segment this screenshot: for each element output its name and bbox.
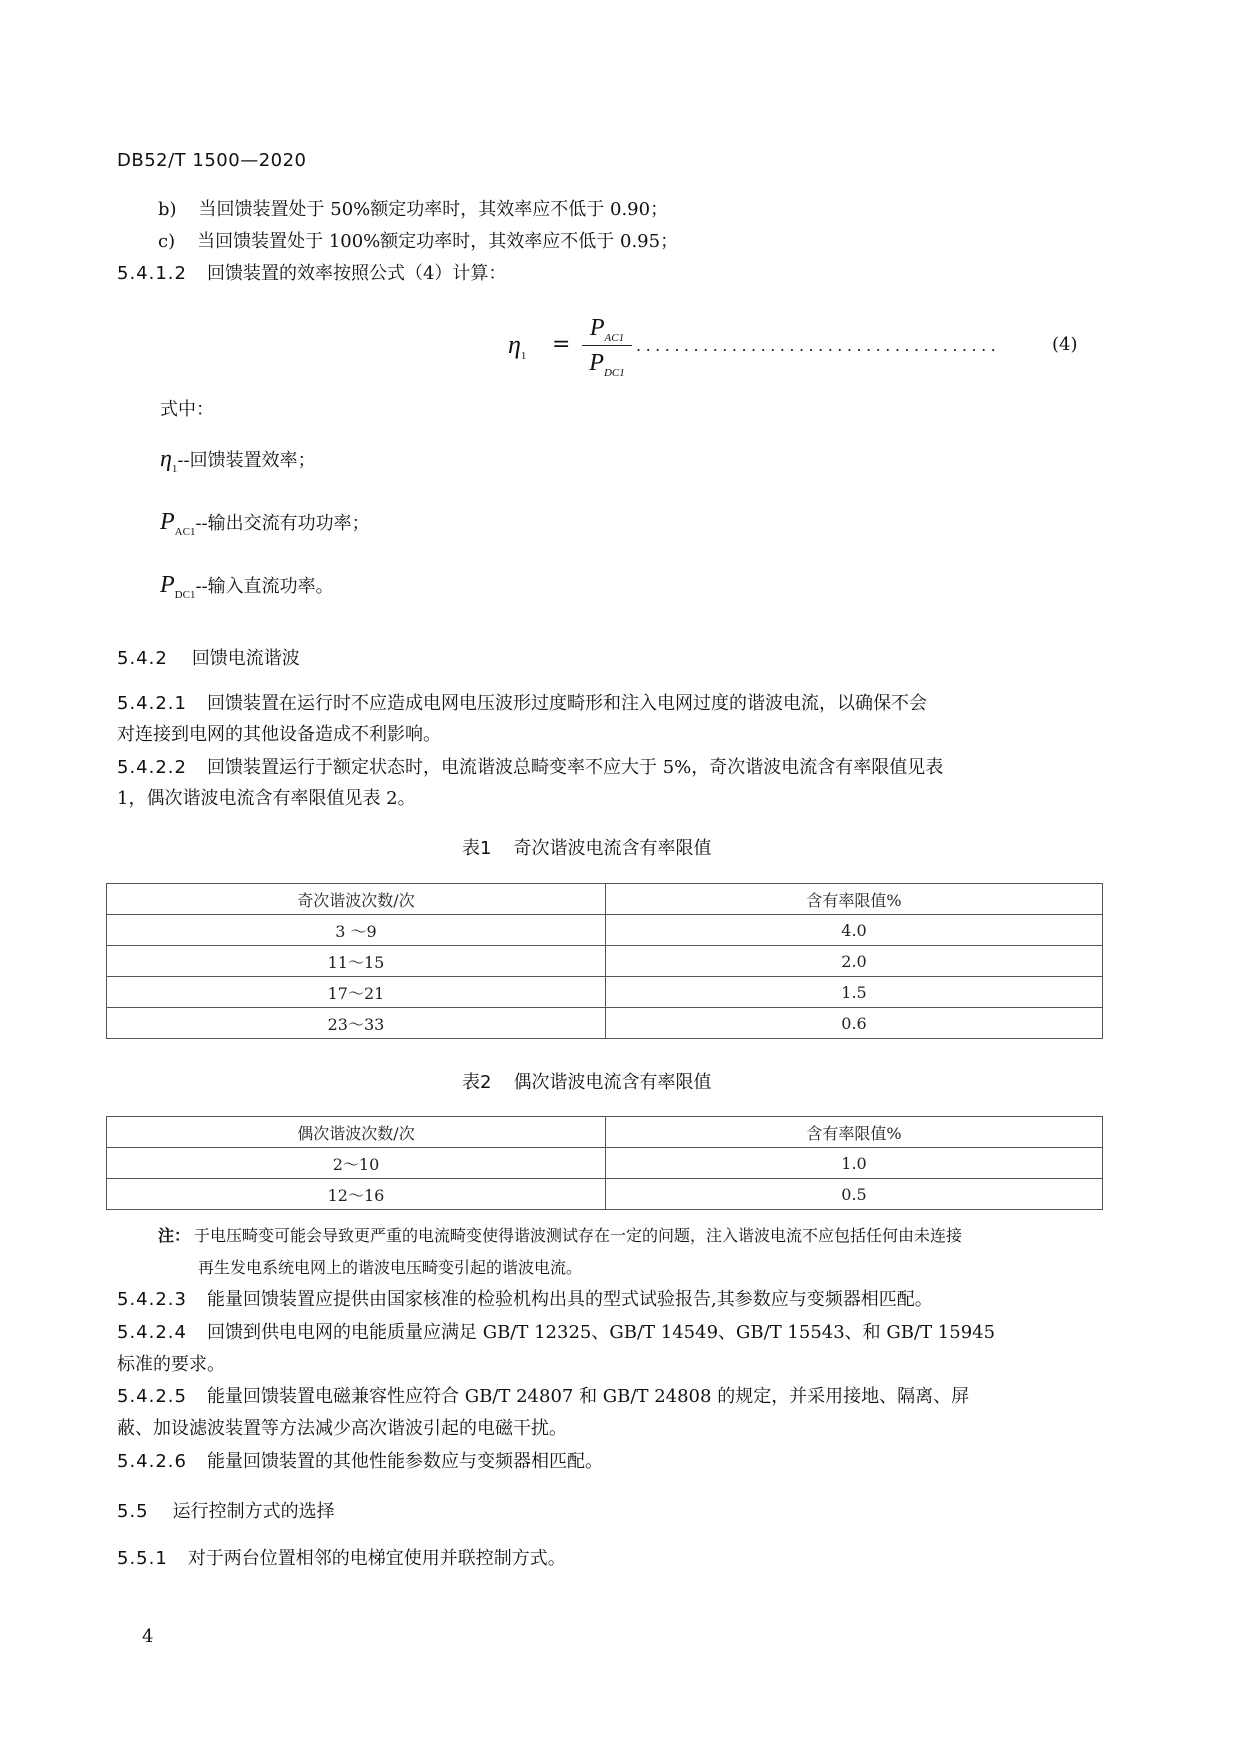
table-cell: 2～10 (107, 1148, 606, 1179)
page-number: 4 (142, 1626, 154, 1647)
efficiency-formula (508, 312, 1088, 382)
table-row (107, 977, 1103, 1008)
section-heading-5-5 (117, 1497, 335, 1523)
clause-text-line1: 回馈装置在运行时不应造成电网电压波形过度畸形和注入电网过度的谐波电流，以确保不会 (206, 693, 927, 714)
clause-number: 5.4.1.2 (117, 263, 187, 284)
clause-5-4-2-1-line2: 对连接到电网的其他设备造成不利影响。 (117, 724, 441, 745)
symbol: $\eta_1$ (160, 446, 178, 475)
clause-number: 5.4.2.6 (117, 1451, 187, 1472)
eta-subscript: 1 (520, 350, 527, 363)
fraction (582, 312, 632, 379)
clause-5-5-1 (117, 1547, 566, 1571)
table-odd-harmonics (106, 883, 1103, 1039)
equation-number: (4) (1052, 334, 1078, 355)
denominator: $P_{DC1}$ (589, 350, 625, 379)
table-header-row (107, 1117, 1103, 1148)
fraction-bar (582, 345, 632, 346)
clause-number: 5.4.2.3 (117, 1289, 187, 1310)
list-item-c (158, 230, 678, 254)
table-title: 偶次谐波电流含有率限值 (513, 1072, 712, 1093)
clause-number: 5.4.2.1 (117, 693, 187, 714)
table-cell: 0.5 (606, 1179, 1103, 1210)
clause-text: 能量回馈装置的其他性能参数应与变频器相匹配。 (206, 1451, 603, 1472)
formula-lhs (508, 330, 526, 362)
clause-text: 回馈装置的效率按照公式（4）计算： (206, 263, 507, 284)
column-header: 偶次谐波次数/次 (107, 1117, 606, 1148)
list-marker: b) (158, 199, 177, 220)
symbol-desc: --回馈装置效率； (177, 450, 316, 471)
clause-number: 5.4.2.4 (117, 1322, 187, 1343)
table-cell: 23～33 (107, 1008, 606, 1039)
clause-text: 能量回馈装置应提供由国家核准的检验机构出具的型式试验报告,其参数应与变频器相匹配。 (206, 1289, 933, 1310)
table2-caption (462, 1068, 711, 1094)
table-row (107, 1148, 1103, 1179)
table-even-harmonics (106, 1116, 1103, 1210)
where-item-pac1 (160, 510, 370, 544)
clause-5-4-2-5 (117, 1385, 969, 1409)
note-line1: 于电压畸变可能会导致更严重的电流畸变使得谐波测试存在一定的问题，注入谐波电流不应包括任何由未连接 (194, 1226, 963, 1245)
note-line2: 再生发电系统电网上的谐波电压畸变引起的谐波电流。 (198, 1258, 583, 1277)
table-cell: 3 ～9 (107, 915, 606, 946)
table-header-row (107, 884, 1103, 915)
section-heading-5-4-2 (117, 644, 300, 670)
table-cell: 0.6 (606, 1008, 1103, 1039)
clause-5-4-2-1 (117, 692, 927, 716)
where-item-pdc1 (160, 573, 334, 607)
section-title: 回馈电流谐波 (191, 648, 300, 669)
column-header: 含有率限值% (606, 1117, 1103, 1148)
table-cell: 4.0 (606, 915, 1103, 946)
clause-number: 5.4.2.2 (117, 757, 187, 778)
table-cell: 2.0 (606, 946, 1103, 977)
list-item-b (158, 198, 668, 222)
eta-symbol: η (508, 330, 521, 359)
clause-5-4-2-6 (117, 1450, 603, 1474)
table-row (107, 915, 1103, 946)
symbol: $P_{DC1}$ (160, 572, 196, 601)
clause-5-4-2-3 (117, 1288, 933, 1312)
clause-5-4-2-4-line2: 标准的要求。 (117, 1354, 225, 1375)
numerator: $P_{AC1}$ (589, 315, 625, 344)
clause-number: 5.5.1 (117, 1548, 168, 1569)
note-label: 注： (158, 1226, 191, 1245)
section-number: 5.4.2 (117, 648, 168, 669)
column-header: 含有率限值% (606, 884, 1103, 915)
clause-5-4-2-2 (117, 756, 943, 780)
list-text: 当回馈装置处于 50%额定功率时，其效率应不低于 0.90； (198, 199, 669, 220)
clause-text: 对于两台位置相邻的电梯宜使用并联控制方式。 (187, 1548, 566, 1569)
table-row (107, 946, 1103, 977)
clause-5-4-2-5-line2: 蔽、加设滤波装置等方法减少高次谐波引起的电磁干扰。 (117, 1418, 567, 1439)
table-cell: 17～21 (107, 977, 606, 1008)
table-title: 奇次谐波电流含有率限值 (513, 838, 712, 859)
table-cell: 1.5 (606, 977, 1103, 1008)
clause-5-4-1-2 (117, 262, 506, 286)
table-cell: 11～15 (107, 946, 606, 977)
list-text: 当回馈装置处于 100%额定功率时，其效率应不低于 0.95； (197, 231, 679, 252)
table-cell: 1.0 (606, 1148, 1103, 1179)
table-row (107, 1008, 1103, 1039)
where-item-eta (160, 447, 316, 481)
equals-sign: = (552, 332, 571, 357)
clause-5-4-2-2-line2: 1，偶次谐波电流含有率限值见表 2。 (117, 788, 416, 809)
table-cell: 12～16 (107, 1179, 606, 1210)
symbol: $P_{AC1}$ (160, 509, 196, 538)
document-id: DB52/T 1500—2020 (117, 150, 307, 171)
table-row (107, 1179, 1103, 1210)
section-number: 5.5 (117, 1501, 149, 1522)
clause-number: 5.4.2.5 (117, 1386, 187, 1407)
leader-dots: ...................................... (636, 336, 1001, 355)
table-number: 表1 (462, 838, 492, 859)
clause-text-line1: 回馈装置运行于额定状态时，电流谐波总畸变率不应大于 5%，奇次谐波电流含有率限值见表 (206, 757, 944, 778)
where-label: 式中： (160, 399, 214, 420)
list-marker: c) (158, 231, 176, 252)
symbol-desc: --输入直流功率。 (195, 576, 334, 597)
section-title: 运行控制方式的选择 (172, 1501, 335, 1522)
clause-5-4-2-4 (117, 1321, 995, 1345)
column-header: 奇次谐波次数/次 (107, 884, 606, 915)
table1-caption (462, 834, 711, 860)
table-number: 表2 (462, 1072, 492, 1093)
table-note (158, 1220, 962, 1252)
clause-text-line1: 回馈到供电电网的电能质量应满足 GB/T 12325、GB/T 14549、GB/T 15543、和 GB/T 15945 (206, 1322, 996, 1343)
clause-text-line1: 能量回馈装置电磁兼容性应符合 GB/T 24807 和 GB/T 24808 的规定，并采用接地、隔离、屏 (206, 1386, 970, 1407)
symbol-desc: --输出交流有功功率； (195, 513, 370, 534)
